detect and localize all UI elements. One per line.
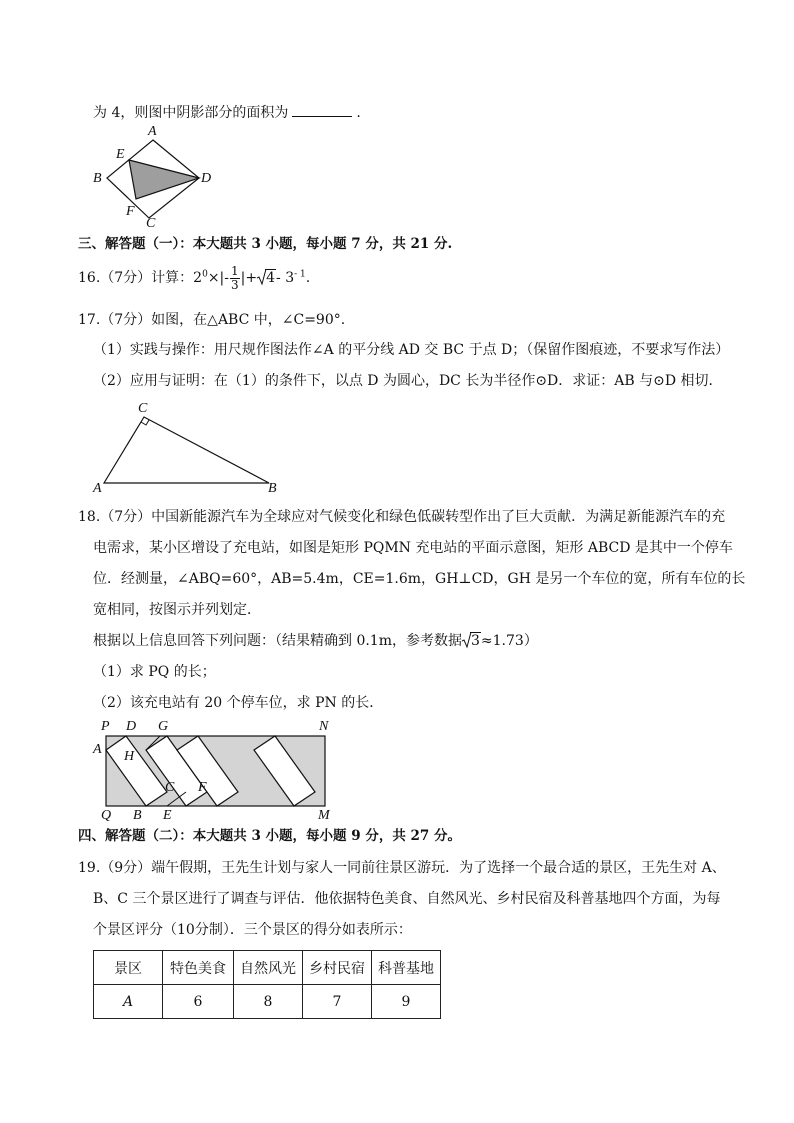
table-cell: 7 bbox=[303, 985, 372, 1019]
table-header-cell: 特色美食 bbox=[163, 951, 234, 985]
fig18-label-H: H bbox=[124, 749, 135, 764]
table-header-cell: 乡村民宿 bbox=[303, 951, 372, 985]
q16-after-frac: |+ bbox=[240, 270, 258, 287]
fig18-label-F: F bbox=[198, 780, 207, 795]
section-4-heading: 四、解答题（二）：本大题共 3 小题，每小题 9 分，共 27 分。 bbox=[78, 828, 462, 844]
q16-number: 16.（7分）计算： bbox=[78, 270, 194, 287]
q17-part2: （2）应用与证明：在（1）的条件下，以点 D 为圆心，DC 长为半径作⊙D．求证：AB 与⊙D 相切． bbox=[93, 373, 723, 389]
table-header-cell: 科普基地 bbox=[372, 951, 441, 985]
table-header-row bbox=[94, 951, 441, 985]
q18-part1: （1）求 PQ 的长； bbox=[93, 664, 216, 680]
q16-base: 2 bbox=[193, 270, 203, 287]
q19-line3: 个景区评分（10分制）．三个景区的得分如表所示： bbox=[93, 922, 412, 938]
fig15-label-C: C bbox=[146, 216, 156, 231]
fig18-label-D: D bbox=[126, 719, 137, 734]
q16-radicand: 4 bbox=[266, 270, 276, 287]
q18-line4: 宽相同，按图示并列划定． bbox=[93, 602, 261, 618]
fig17-label-B: B bbox=[268, 481, 277, 496]
table-cell: 6 bbox=[163, 985, 234, 1019]
fig18-label-Q: Q bbox=[101, 808, 112, 823]
q16-exp: 0 bbox=[202, 269, 208, 280]
fig15-label-D: D bbox=[201, 171, 212, 186]
q15-text-main: 为 4，则图中阴影部分的面积为 bbox=[93, 105, 289, 121]
q16-frac-num: 1 bbox=[231, 264, 239, 278]
fig15-label-B: B bbox=[93, 171, 102, 186]
q18-line3: 位．经测量，∠ABQ=60°，AB=5.4m，CE=1.6m，GH⊥CD，GH 是另一个车位的宽，所有车位的长 bbox=[93, 571, 746, 587]
q15-end: . bbox=[356, 105, 361, 121]
q16-tail-exp: - 1 bbox=[294, 269, 306, 280]
table-cell: 9 bbox=[372, 985, 441, 1019]
fig18-label-E: E bbox=[163, 808, 172, 823]
table-cell: A bbox=[94, 985, 163, 1019]
fig15-label-F: F bbox=[126, 204, 135, 219]
fig18-label-A: A bbox=[93, 742, 102, 757]
q16-frac-den: 3 bbox=[231, 277, 239, 292]
q18-part2: （2）该充电站有 20 个停车位，求 PN 的长． bbox=[93, 695, 384, 711]
q18-line5-b: ≈1.73） bbox=[480, 633, 538, 649]
fig18-label-P: P bbox=[101, 719, 110, 734]
sqrt3-radicand: 3 bbox=[471, 633, 480, 649]
fig18-label-B: B bbox=[133, 808, 142, 823]
q19-line1: 19.（9分）端午假期，王先生计划与家人一同前往景区游玩．为了选择一个最合适的景区，王先生对 A、 bbox=[78, 860, 726, 876]
q19-line2: B、C 三个景区进行了调查与评估．他依据特色美食、自然风光、乡村民宿及科普基地四个方面，为每 bbox=[93, 891, 721, 907]
q16-times: ×|- bbox=[207, 270, 230, 287]
fig15-label-A: A bbox=[148, 124, 157, 139]
q18-line1: 18.（7分）中国新能源汽车为全球应对气候变化和绿色低碳转型作出了巨大贡献．为满足新能源汽车的充 bbox=[78, 509, 726, 525]
fig18-label-G: G bbox=[158, 719, 169, 734]
fig18-label-N: N bbox=[319, 719, 329, 734]
q18-line2: 电需求，某小区增设了充电站，如图是矩形 PQMN 充电站的平面示意图，矩形 ABCD 是其中一个停车 bbox=[93, 540, 733, 556]
fig18-label-C: C bbox=[165, 780, 175, 795]
fig17-label-C: C bbox=[138, 401, 148, 416]
fig18-label-M: M bbox=[318, 808, 330, 823]
table-header-cell: 景区 bbox=[94, 951, 163, 985]
q18-line5-a: 根据以上信息回答下列问题：（结果精确到 0.1m，参考数据 bbox=[93, 633, 462, 649]
q16-end: . bbox=[305, 270, 311, 287]
fig15-label-E: E bbox=[116, 147, 125, 162]
scores-table bbox=[93, 950, 441, 1019]
table-header-cell: 自然风光 bbox=[234, 951, 303, 985]
table-cell: 8 bbox=[234, 985, 303, 1019]
table-row bbox=[94, 985, 441, 1019]
fig17-label-A: A bbox=[93, 481, 102, 496]
section-3-heading: 三、解答题（一）：本大题共 3 小题，每小题 7 分，共 21 分. bbox=[78, 236, 453, 252]
q17-stem: 17.（7分）如图，在△ABC 中，∠C=90°. bbox=[78, 312, 346, 328]
q16-tail: - 3 bbox=[276, 270, 295, 287]
q17-part1: （1）实践与操作：用尺规作图法作∠A 的平分线 AD 交 BC 于点 D；（保留作图痕迹，不要求写作法） bbox=[93, 342, 730, 358]
